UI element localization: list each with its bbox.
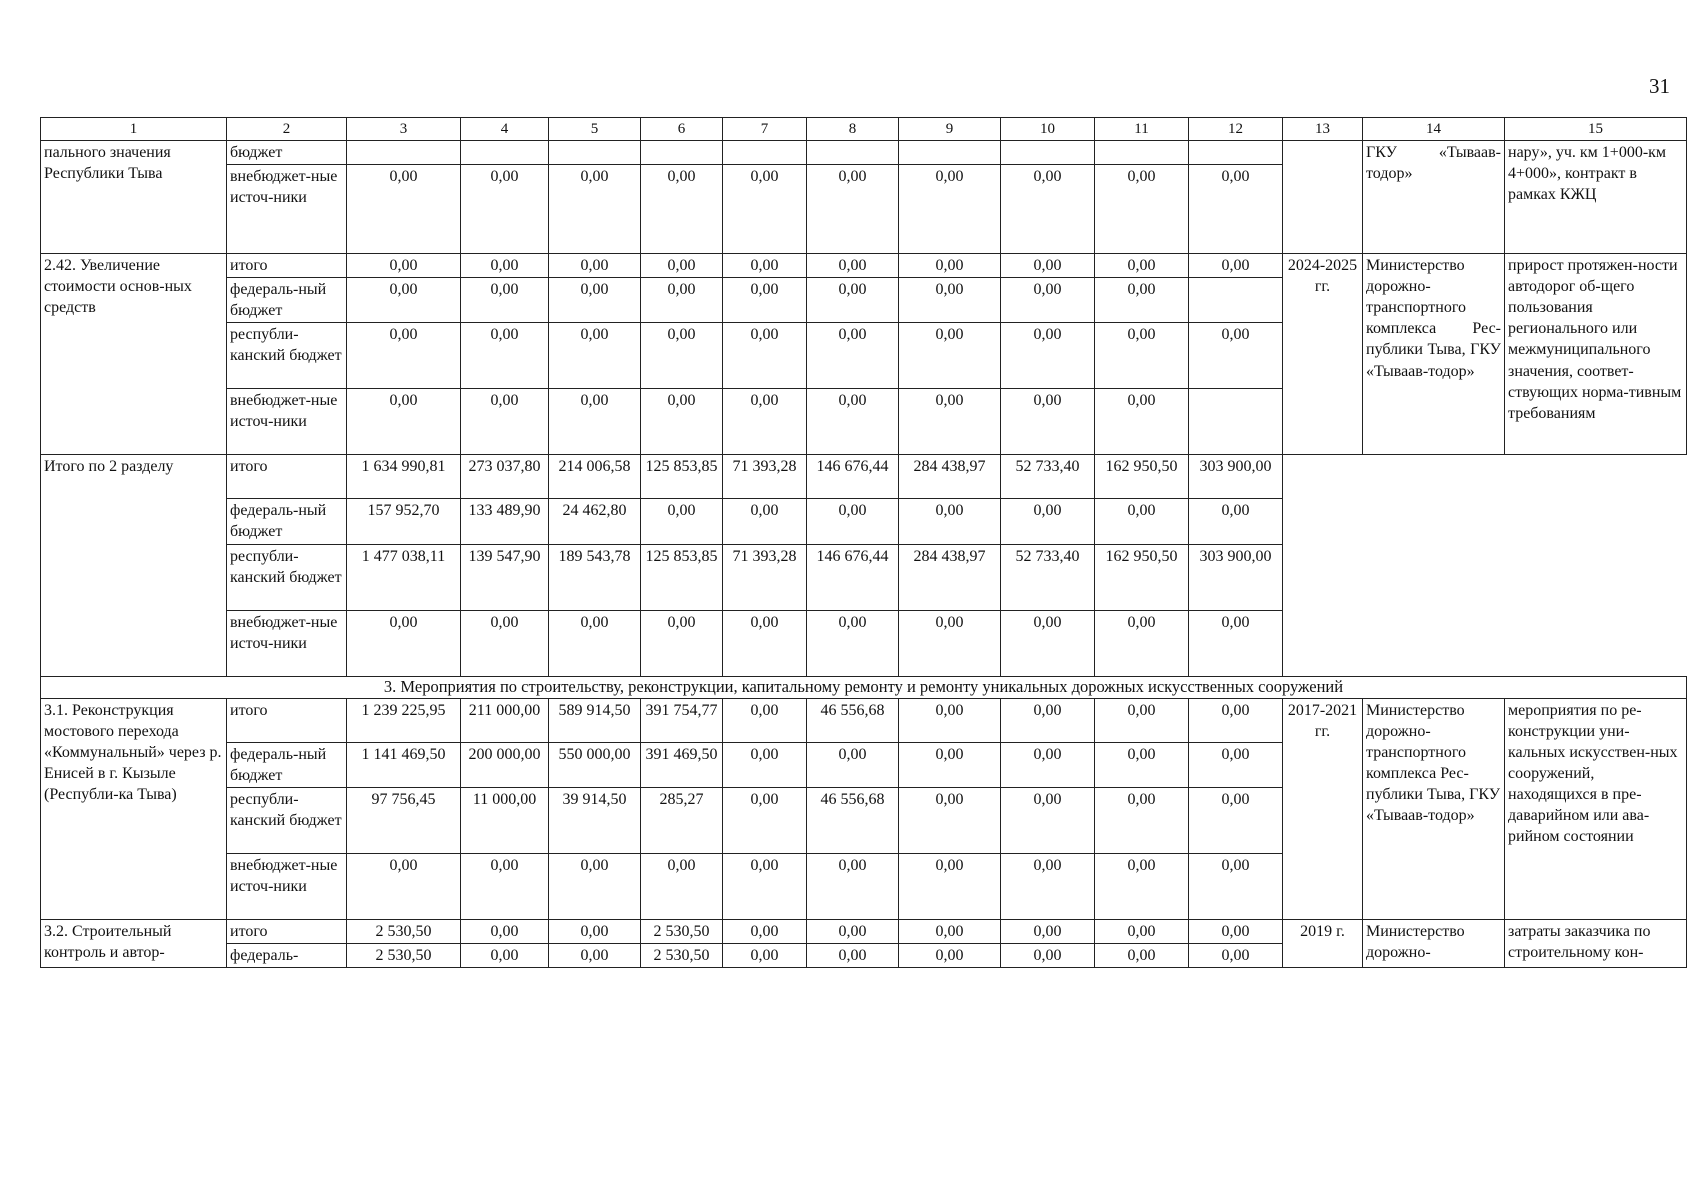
header-cell: 5 <box>549 118 641 141</box>
value-cell: 146 676,44 <box>807 544 899 610</box>
value-cell: 71 393,28 <box>723 455 807 499</box>
value-cell: 0,00 <box>549 943 641 967</box>
header-cell: 4 <box>461 118 549 141</box>
value-cell: 0,00 <box>1001 698 1095 742</box>
value-cell: 0,00 <box>1189 610 1283 676</box>
funding-type-cell: внебюджет-ные источ-ники <box>227 610 347 676</box>
table-row <box>41 455 1687 499</box>
value-cell: 0,00 <box>807 165 899 254</box>
value-cell: 0,00 <box>1189 787 1283 853</box>
value-cell: 0,00 <box>549 919 641 943</box>
value-cell: 52 733,40 <box>1001 455 1095 499</box>
value-cell: 0,00 <box>641 278 723 323</box>
value-cell: 0,00 <box>723 499 807 544</box>
header-cell: 12 <box>1189 118 1283 141</box>
measure-name-cell: пального значения Республики Тыва <box>41 141 227 254</box>
header-cell: 3 <box>347 118 461 141</box>
value-cell: 0,00 <box>807 254 899 278</box>
executor-cell: ГКУ «Тываав-тодор» <box>1363 141 1505 254</box>
value-cell: 0,00 <box>347 323 461 389</box>
value-cell: 0,00 <box>899 610 1001 676</box>
value-cell: 0,00 <box>723 787 807 853</box>
value-cell: 284 438,97 <box>899 544 1001 610</box>
value-cell: 0,00 <box>899 919 1001 943</box>
value-cell: 0,00 <box>1189 254 1283 278</box>
value-cell: 0,00 <box>1001 787 1095 853</box>
period-cell <box>1283 141 1363 254</box>
value-cell: 0,00 <box>723 698 807 742</box>
header-cell: 8 <box>807 118 899 141</box>
value-cell <box>899 141 1001 165</box>
value-cell: 0,00 <box>549 323 641 389</box>
value-cell: 284 438,97 <box>899 455 1001 499</box>
value-cell: 0,00 <box>1001 165 1095 254</box>
measure-name-cell: 3.1. Реконструкция мостового перехода «Коммунальный» через р. Енисей в г. Кызыле (Республи-ка Тыва) <box>41 698 227 919</box>
value-cell: 39 914,50 <box>549 787 641 853</box>
funding-type-cell: итого <box>227 919 347 943</box>
value-cell: 2 530,50 <box>641 919 723 943</box>
value-cell: 211 000,00 <box>461 698 549 742</box>
period-cell: 2017-2021 гг. <box>1283 698 1363 919</box>
value-cell: 0,00 <box>347 389 461 455</box>
header-cell: 2 <box>227 118 347 141</box>
result-cell: мероприятия по ре-конструкции уни-кальных искусствен-ных сооружений, находящихся в пре-даварийном или ава-рийном состоянии <box>1505 698 1687 919</box>
page-number: 31 <box>1649 74 1670 98</box>
value-cell: 1 477 038,11 <box>347 544 461 610</box>
value-cell: 0,00 <box>549 389 641 455</box>
value-cell: 0,00 <box>641 323 723 389</box>
value-cell: 0,00 <box>899 165 1001 254</box>
value-cell: 0,00 <box>723 323 807 389</box>
value-cell: 71 393,28 <box>723 544 807 610</box>
value-cell: 0,00 <box>1001 499 1095 544</box>
value-cell: 2 530,50 <box>641 943 723 967</box>
value-cell: 0,00 <box>461 278 549 323</box>
value-cell <box>1189 389 1283 455</box>
value-cell: 0,00 <box>807 323 899 389</box>
header-cell: 13 <box>1283 118 1363 141</box>
value-cell: 1 634 990,81 <box>347 455 461 499</box>
funding-type-cell: республи-канский бюджет <box>227 787 347 853</box>
value-cell: 0,00 <box>807 742 899 787</box>
value-cell: 0,00 <box>723 165 807 254</box>
value-cell: 391 754,77 <box>641 698 723 742</box>
measure-name-cell: Итого по 2 разделу <box>41 455 227 676</box>
value-cell: 0,00 <box>1001 389 1095 455</box>
value-cell: 0,00 <box>1001 943 1095 967</box>
value-cell: 0,00 <box>347 254 461 278</box>
funding-type-cell: внебюджет-ные источ-ники <box>227 165 347 254</box>
value-cell: 0,00 <box>807 853 899 919</box>
value-cell: 0,00 <box>807 389 899 455</box>
header-cell: 1 <box>41 118 227 141</box>
value-cell <box>461 141 549 165</box>
value-cell: 0,00 <box>1001 278 1095 323</box>
value-cell: 0,00 <box>549 278 641 323</box>
result-cell: нару», уч. км 1+000-км 4+000», контракт в рамках КЖЦ <box>1505 141 1687 254</box>
header-cell: 14 <box>1363 118 1505 141</box>
value-cell: 0,00 <box>807 610 899 676</box>
value-cell: 0,00 <box>641 389 723 455</box>
value-cell: 0,00 <box>1001 742 1095 787</box>
value-cell: 0,00 <box>461 323 549 389</box>
value-cell: 0,00 <box>723 254 807 278</box>
funding-type-cell: итого <box>227 455 347 499</box>
funding-type-cell: федераль-ный бюджет <box>227 278 347 323</box>
value-cell <box>347 141 461 165</box>
value-cell: 2 530,50 <box>347 919 461 943</box>
executor-cell: Министерство дорожно- <box>1363 919 1505 967</box>
value-cell: 0,00 <box>899 389 1001 455</box>
value-cell: 0,00 <box>807 278 899 323</box>
value-cell: 0,00 <box>1095 610 1189 676</box>
value-cell: 0,00 <box>723 610 807 676</box>
value-cell: 0,00 <box>1095 278 1189 323</box>
funding-type-cell: федераль-ный бюджет <box>227 499 347 544</box>
value-cell: 0,00 <box>1189 165 1283 254</box>
value-cell: 157 952,70 <box>347 499 461 544</box>
measure-name-cell: 2.42. Увеличение стоимости основ-ных средств <box>41 254 227 455</box>
value-cell: 550 000,00 <box>549 742 641 787</box>
header-cell: 7 <box>723 118 807 141</box>
value-cell: 0,00 <box>1001 254 1095 278</box>
header-row <box>41 118 1687 141</box>
value-cell: 0,00 <box>807 943 899 967</box>
value-cell: 0,00 <box>1189 323 1283 389</box>
value-cell: 0,00 <box>1095 787 1189 853</box>
value-cell <box>723 141 807 165</box>
value-cell: 0,00 <box>549 853 641 919</box>
measure-name-cell: 3.2. Строительный контроль и автор- <box>41 919 227 967</box>
value-cell: 0,00 <box>1001 919 1095 943</box>
value-cell: 0,00 <box>1001 610 1095 676</box>
value-cell: 214 006,58 <box>549 455 641 499</box>
value-cell: 0,00 <box>1189 943 1283 967</box>
section-row <box>41 676 1687 698</box>
table-row <box>41 254 1687 278</box>
value-cell: 189 543,78 <box>549 544 641 610</box>
value-cell: 0,00 <box>549 165 641 254</box>
value-cell: 0,00 <box>899 323 1001 389</box>
value-cell: 0,00 <box>899 278 1001 323</box>
value-cell: 0,00 <box>641 853 723 919</box>
value-cell: 52 733,40 <box>1001 544 1095 610</box>
value-cell: 589 914,50 <box>549 698 641 742</box>
funding-type-cell: федераль-ный бюджет <box>227 742 347 787</box>
value-cell: 0,00 <box>347 853 461 919</box>
value-cell: 0,00 <box>1095 323 1189 389</box>
value-cell: 0,00 <box>1001 853 1095 919</box>
value-cell: 0,00 <box>899 943 1001 967</box>
funding-type-cell: внебюджет-ные источ-ники <box>227 853 347 919</box>
value-cell <box>641 141 723 165</box>
value-cell: 0,00 <box>899 742 1001 787</box>
value-cell: 125 853,85 <box>641 455 723 499</box>
value-cell: 0,00 <box>807 499 899 544</box>
value-cell: 0,00 <box>461 853 549 919</box>
value-cell: 0,00 <box>549 610 641 676</box>
value-cell: 0,00 <box>461 943 549 967</box>
value-cell: 285,27 <box>641 787 723 853</box>
value-cell: 0,00 <box>461 254 549 278</box>
result-cell: прирост протяжен-ности автодорог об-щего пользования регионального или межмуниципального значения, соответ-ствующих норма-тивным требованиям <box>1505 254 1687 455</box>
value-cell: 0,00 <box>1189 499 1283 544</box>
value-cell <box>1001 141 1095 165</box>
value-cell: 391 469,50 <box>641 742 723 787</box>
value-cell: 0,00 <box>899 787 1001 853</box>
funding-type-cell: итого <box>227 254 347 278</box>
value-cell: 0,00 <box>641 254 723 278</box>
section-title: 3. Мероприятия по строительству, реконструкции, капитальному ремонту и ремонту уникальных дорожных искусственных сооружений <box>41 676 1687 698</box>
value-cell: 133 489,90 <box>461 499 549 544</box>
value-cell: 0,00 <box>1095 389 1189 455</box>
value-cell: 0,00 <box>899 254 1001 278</box>
value-cell: 97 756,45 <box>347 787 461 853</box>
value-cell: 0,00 <box>1095 165 1189 254</box>
value-cell: 303 900,00 <box>1189 455 1283 499</box>
executor-cell: Министерство дорожно-транспортного комплекса Рес-публики Тыва, ГКУ «Тываав-тодор» <box>1363 698 1505 919</box>
period-cell: 2024-2025 гг. <box>1283 254 1363 455</box>
value-cell: 0,00 <box>807 919 899 943</box>
value-cell: 0,00 <box>641 610 723 676</box>
value-cell: 0,00 <box>461 919 549 943</box>
value-cell: 0,00 <box>1095 853 1189 919</box>
program-table <box>40 117 1687 968</box>
value-cell <box>549 141 641 165</box>
value-cell: 0,00 <box>1189 919 1283 943</box>
value-cell: 162 950,50 <box>1095 544 1189 610</box>
value-cell: 0,00 <box>1001 323 1095 389</box>
value-cell: 0,00 <box>1095 742 1189 787</box>
value-cell: 46 556,68 <box>807 698 899 742</box>
value-cell: 139 547,90 <box>461 544 549 610</box>
table-row <box>41 141 1687 165</box>
value-cell: 0,00 <box>347 278 461 323</box>
value-cell: 0,00 <box>723 919 807 943</box>
header-cell: 10 <box>1001 118 1095 141</box>
value-cell: 0,00 <box>347 610 461 676</box>
header-cell: 11 <box>1095 118 1189 141</box>
value-cell <box>1189 141 1283 165</box>
value-cell: 0,00 <box>1189 742 1283 787</box>
period-cell: 2019 г. <box>1283 919 1363 967</box>
value-cell: 0,00 <box>549 254 641 278</box>
empty-area <box>1283 455 1687 676</box>
value-cell: 0,00 <box>1095 254 1189 278</box>
value-cell: 0,00 <box>723 278 807 323</box>
value-cell: 24 462,80 <box>549 499 641 544</box>
value-cell: 162 950,50 <box>1095 455 1189 499</box>
value-cell: 0,00 <box>461 610 549 676</box>
value-cell: 2 530,50 <box>347 943 461 967</box>
value-cell: 0,00 <box>641 165 723 254</box>
value-cell: 0,00 <box>461 165 549 254</box>
funding-type-cell: республи-канский бюджет <box>227 323 347 389</box>
value-cell: 303 900,00 <box>1189 544 1283 610</box>
value-cell: 273 037,80 <box>461 455 549 499</box>
value-cell: 11 000,00 <box>461 787 549 853</box>
value-cell: 0,00 <box>899 499 1001 544</box>
result-cell: затраты заказчика по строительному кон- <box>1505 919 1687 967</box>
executor-cell: Министерство дорожно-транспортного комплекса Рес-публики Тыва, ГКУ «Тываав-тодор» <box>1363 254 1505 455</box>
value-cell: 0,00 <box>641 499 723 544</box>
value-cell: 0,00 <box>899 853 1001 919</box>
value-cell: 1 239 225,95 <box>347 698 461 742</box>
value-cell: 1 141 469,50 <box>347 742 461 787</box>
funding-type-cell: внебюджет-ные источ-ники <box>227 389 347 455</box>
funding-type-cell: федераль- <box>227 943 347 967</box>
value-cell: 200 000,00 <box>461 742 549 787</box>
header-cell: 15 <box>1505 118 1687 141</box>
table-row <box>41 919 1687 943</box>
value-cell: 0,00 <box>461 389 549 455</box>
value-cell: 0,00 <box>1095 698 1189 742</box>
value-cell: 0,00 <box>723 389 807 455</box>
value-cell: 0,00 <box>1189 698 1283 742</box>
value-cell: 0,00 <box>1095 943 1189 967</box>
header-cell: 9 <box>899 118 1001 141</box>
value-cell <box>1189 278 1283 323</box>
funding-type-cell: бюджет <box>227 141 347 165</box>
value-cell: 0,00 <box>1095 499 1189 544</box>
value-cell: 0,00 <box>899 698 1001 742</box>
value-cell: 0,00 <box>347 165 461 254</box>
header-cell: 6 <box>641 118 723 141</box>
value-cell: 125 853,85 <box>641 544 723 610</box>
value-cell: 146 676,44 <box>807 455 899 499</box>
value-cell <box>807 141 899 165</box>
value-cell: 0,00 <box>723 943 807 967</box>
funding-type-cell: республи-канский бюджет <box>227 544 347 610</box>
value-cell <box>1095 141 1189 165</box>
value-cell: 0,00 <box>1095 919 1189 943</box>
value-cell: 46 556,68 <box>807 787 899 853</box>
value-cell: 0,00 <box>723 742 807 787</box>
funding-type-cell: итого <box>227 698 347 742</box>
value-cell: 0,00 <box>723 853 807 919</box>
value-cell: 0,00 <box>1189 853 1283 919</box>
table-row <box>41 698 1687 742</box>
